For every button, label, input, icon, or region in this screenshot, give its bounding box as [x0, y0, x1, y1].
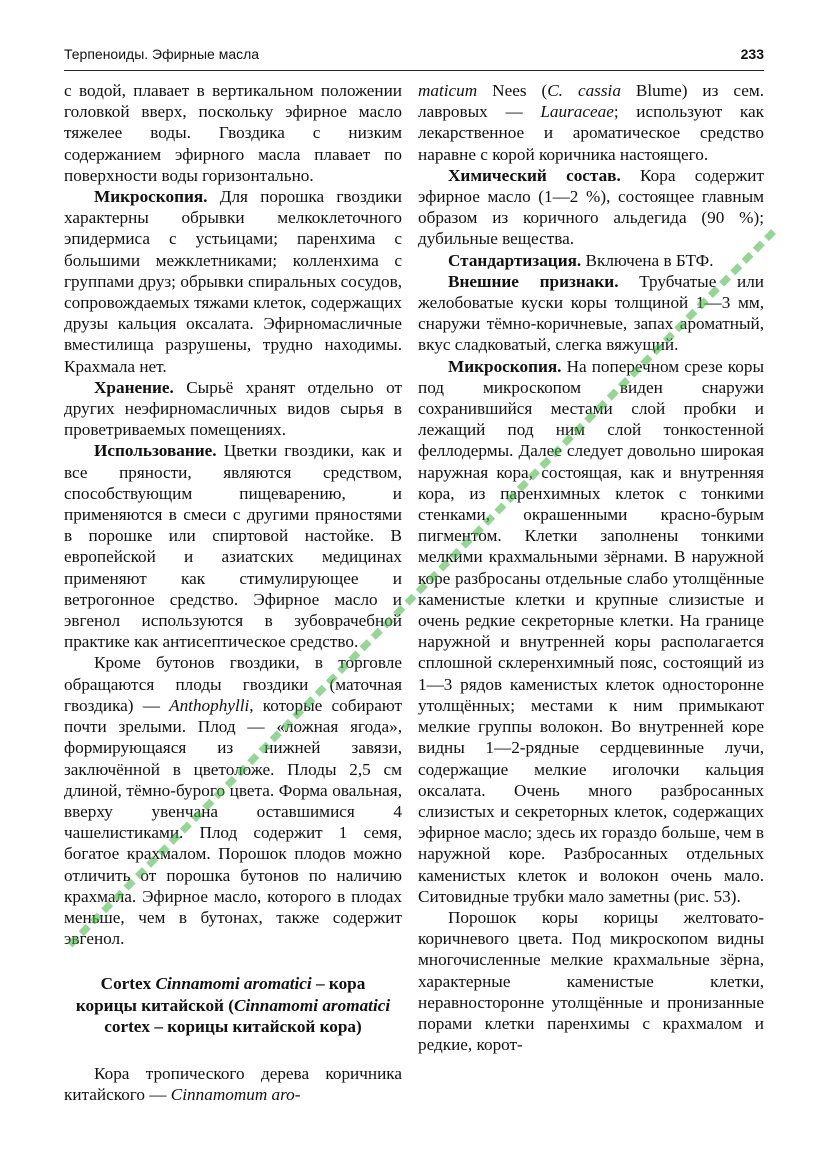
paragraph-bark-microscopy: Микроскопия. На поперечном срезе коры под микроскопом виден снаружи сохранившийся местами слой пробки и лежащий под ним слой тонкостенной феллодермы. Далее следует довольно широкая наружная кора, состоящая, как и внутренняя кора, из паренхимных клеток с тонкими стенками, окрашенными красно-бурым пигментом. Клетки заполнены тонкими мелкими крахмальными зёрнами. В наружной коре разбросаны отдельные слабо утолщённые каменистые клетки и крупные слизистые и очень редкие секреторные клетки. На границе наружной и внутренней коры располагается сплошной склеренхимный пояс, состоящий из 1—3 рядов каменистых клеток односторонне утолщённых; местами к ним примыкают мелкие группы волокон. Во внутренней коре видны 1—2-рядные сердцевинные лучи, содержащие мелкие иголочки кальция оксалата. Очень много разбросанных слизистых и секреторных клеток, содержащих эфирное масло; здесь их гораздо больше, чем в наружной коре. Разбросанных отдельных каменистых клеток и волокон очень мало. Ситовидные трубки мало заметны (рис. 53). — [418, 356, 764, 906]
heading-standardization: Стандартизация. — [448, 250, 582, 270]
left-column — [64, 80, 402, 1105]
heading-external-features: Внешние признаки. — [448, 271, 619, 291]
paragraph-use: Использование. Цветки гвоздики, как и все пряности, являются средством, способствующим пищеварению, и применяются в смеси с другими пряностями в порошке или спиртовой настойке. В европейской и азиатских медицинах применяют как стимулирующее и ветрогонное средство. Эфирное масло и эвгенол используются в зубоврачебной практике как антисептическое средство. — [64, 441, 402, 652]
heading-storage: Хранение. — [94, 377, 174, 397]
page-number: 233 — [740, 46, 764, 62]
paragraph-powder: Порошок коры корицы желтовато-коричневого цвета. Под микроскопом видны многочисленные мелкие крахмальные зёрна, характерные каменистые клетки, неравносторонне утолщённые и пронизанные порами клетки паренхимы с крахмалом и редкие, корот- — [418, 907, 764, 1055]
paragraph-bark-intro: Кора тропического дерева коричника китайского — Cinnamomum aro- — [64, 1063, 402, 1105]
paragraph-microscopy: Микроскопия. Для порошка гвоздики характерны обрывки мелкоклеточного эпидермиса с устьицами; паренхима с большими межклетниками; колленхима с группами друз; обрывки спиральных сосудов, сопровождаемых тяжами клеток, содержащих друзы кальция оксалата. Эфирномасличные вместилища разрушены, трудно находимы. Крахмала нет. — [64, 187, 402, 376]
heading-bark-microscopy: Микроскопия. — [448, 356, 562, 376]
paragraph-species: maticum Nees (C. cassia Blume) из сем. лавровых — Lauraceae; используют как лекарственное и ароматическое средство наравне с корой коричника настоящего. — [418, 81, 764, 164]
paragraph-storage: Хранение. Сырьё хранят отдельно от других неэфирномасличных видов сырья в проветриваемых помещениях. — [64, 377, 402, 440]
section-title-cinnamomum: Cortex Cinnamomi aromatici – кора корицы китайской (Cinnamomi aromatici cortex – корицы китайской кора) — [75, 974, 391, 1036]
paragraph-fruits: Кроме бутонов гвоздики, в торговле обращаются плоды гвоздики (маточная гвоздика) — Anthophylli, которые собирают почти зрелыми. Плод — «ложная ягода», формирующаяся из нижней завязи, заключённой в цветоложе. Плоды 2,5 см длиной, тёмно-бурого цвета. Форма овальная, вверху увенчана оставшимися 4 чашелистиками. Плод содержит 1 семя, богатое крахмалом. Порошок плодов можно отличить от порошка бутонов по наличию крахмала. Эфирное масло, которого в плодах меньше, чем в бутонах, также содержит эвгенол. — [64, 653, 402, 949]
paragraph-external-features: Внешние признаки. Трубчатые или желобоватые куски коры толщиной 1—3 мм, снаружи тёмно-коричневые, запах ароматный, вкус сладковатый, слегка вяжущий. — [418, 271, 765, 355]
right-column — [418, 80, 764, 1055]
running-title: Терпеноиды. Эфирные масла — [64, 46, 260, 62]
heading-use: Использование. — [94, 441, 217, 461]
header-rule — [64, 70, 764, 71]
paragraph-standardization: Стандартизация. Включена в БТФ. — [448, 250, 714, 270]
paragraph-water: с водой, плавает в вертикальном положении головкой вверх, поскольку эфирное масло тяжелее воды. Гвоздика с низким содержанием эфирного масла плавает по поверхности воды горизонтально. — [64, 81, 402, 185]
heading-chemistry: Химический состав. — [448, 165, 621, 185]
page-header — [64, 44, 764, 66]
heading-microscopy: Микроскопия. — [94, 187, 208, 207]
paragraph-chemistry: Химический состав. Кора содержит эфирное масло (1—2 %), состоящее главным образом из коричного альдегида (90 %); дубильные вещества. — [418, 165, 764, 249]
